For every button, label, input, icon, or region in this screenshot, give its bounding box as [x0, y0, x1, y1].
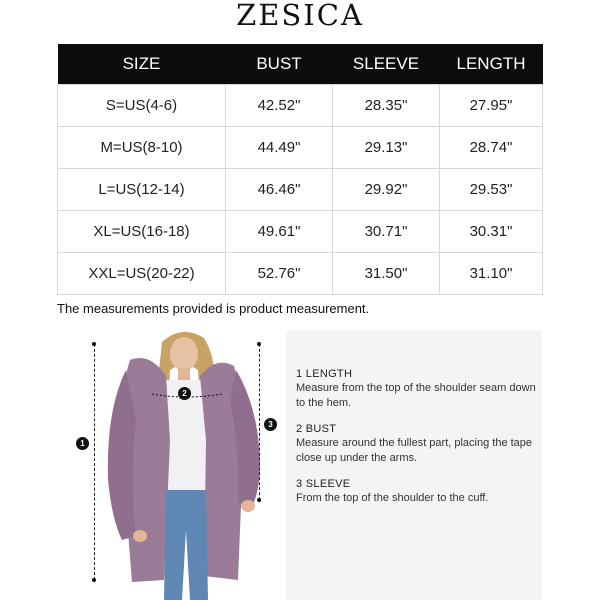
length-instruction-desc: Measure from the top of the shoulder seam down to the hem. [296, 382, 536, 409]
cell-size: XXL=US(20-22) [58, 252, 226, 294]
cell-bust: 46.46" [226, 168, 333, 210]
measurement-note: The measurements provided is product measurement. [57, 301, 370, 316]
measurement-instructions-panel [286, 330, 542, 600]
length-marker-badge: 1 [76, 437, 89, 450]
cell-length: 27.95" [440, 84, 543, 126]
header-bust: BUST [226, 44, 333, 84]
length-line-bottom-dot [92, 578, 96, 582]
cell-length: 31.10" [440, 252, 543, 294]
length-measure-line [94, 344, 95, 580]
table-row [58, 84, 543, 126]
length-line-top-dot [92, 342, 96, 346]
sleeve-marker-badge: 3 [264, 418, 277, 431]
cell-bust: 49.61" [226, 210, 333, 252]
sleeve-instruction-title: 3 SLEEVE [296, 478, 351, 490]
table-row [58, 168, 543, 210]
cell-bust: 44.49" [226, 126, 333, 168]
cell-bust: 42.52" [226, 84, 333, 126]
cell-length: 30.31" [440, 210, 543, 252]
header-size: SIZE [58, 44, 226, 84]
length-instruction [296, 367, 536, 411]
cell-sleeve: 28.35" [333, 84, 440, 126]
sleeve-line-top-dot [257, 342, 261, 346]
length-instruction-title: 1 LENGTH [296, 368, 353, 380]
table-header-row [58, 44, 543, 84]
cell-sleeve: 29.92" [333, 168, 440, 210]
header-sleeve: SLEEVE [333, 44, 440, 84]
sleeve-measure-line [259, 344, 260, 500]
cell-bust: 52.76" [226, 252, 333, 294]
table-row [58, 210, 543, 252]
bust-instruction-desc: Measure around the fullest part, placing the tape close up under the arms. [296, 437, 533, 464]
cell-size: L=US(12-14) [58, 168, 226, 210]
bust-marker-badge: 2 [178, 387, 191, 400]
brand-logo: ZESICA [236, 0, 364, 32]
size-chart-table [57, 44, 543, 295]
sleeve-instruction-desc: From the top of the shoulder to the cuff. [296, 492, 489, 504]
cell-size: XL=US(16-18) [58, 210, 226, 252]
product-photo [100, 330, 265, 600]
cell-sleeve: 30.71" [333, 210, 440, 252]
bust-instruction-title: 2 BUST [296, 423, 337, 435]
header-length: LENGTH [440, 44, 543, 84]
table-row [58, 126, 543, 168]
cell-size: M=US(8-10) [58, 126, 226, 168]
sleeve-line-bottom-dot [257, 498, 261, 502]
bust-instruction [296, 422, 536, 466]
cell-sleeve: 31.50" [333, 252, 440, 294]
sleeve-instruction [296, 477, 536, 506]
table-row [58, 252, 543, 294]
cell-length: 28.74" [440, 126, 543, 168]
cell-length: 29.53" [440, 168, 543, 210]
cell-sleeve: 29.13" [333, 126, 440, 168]
cell-size: S=US(4-6) [58, 84, 226, 126]
